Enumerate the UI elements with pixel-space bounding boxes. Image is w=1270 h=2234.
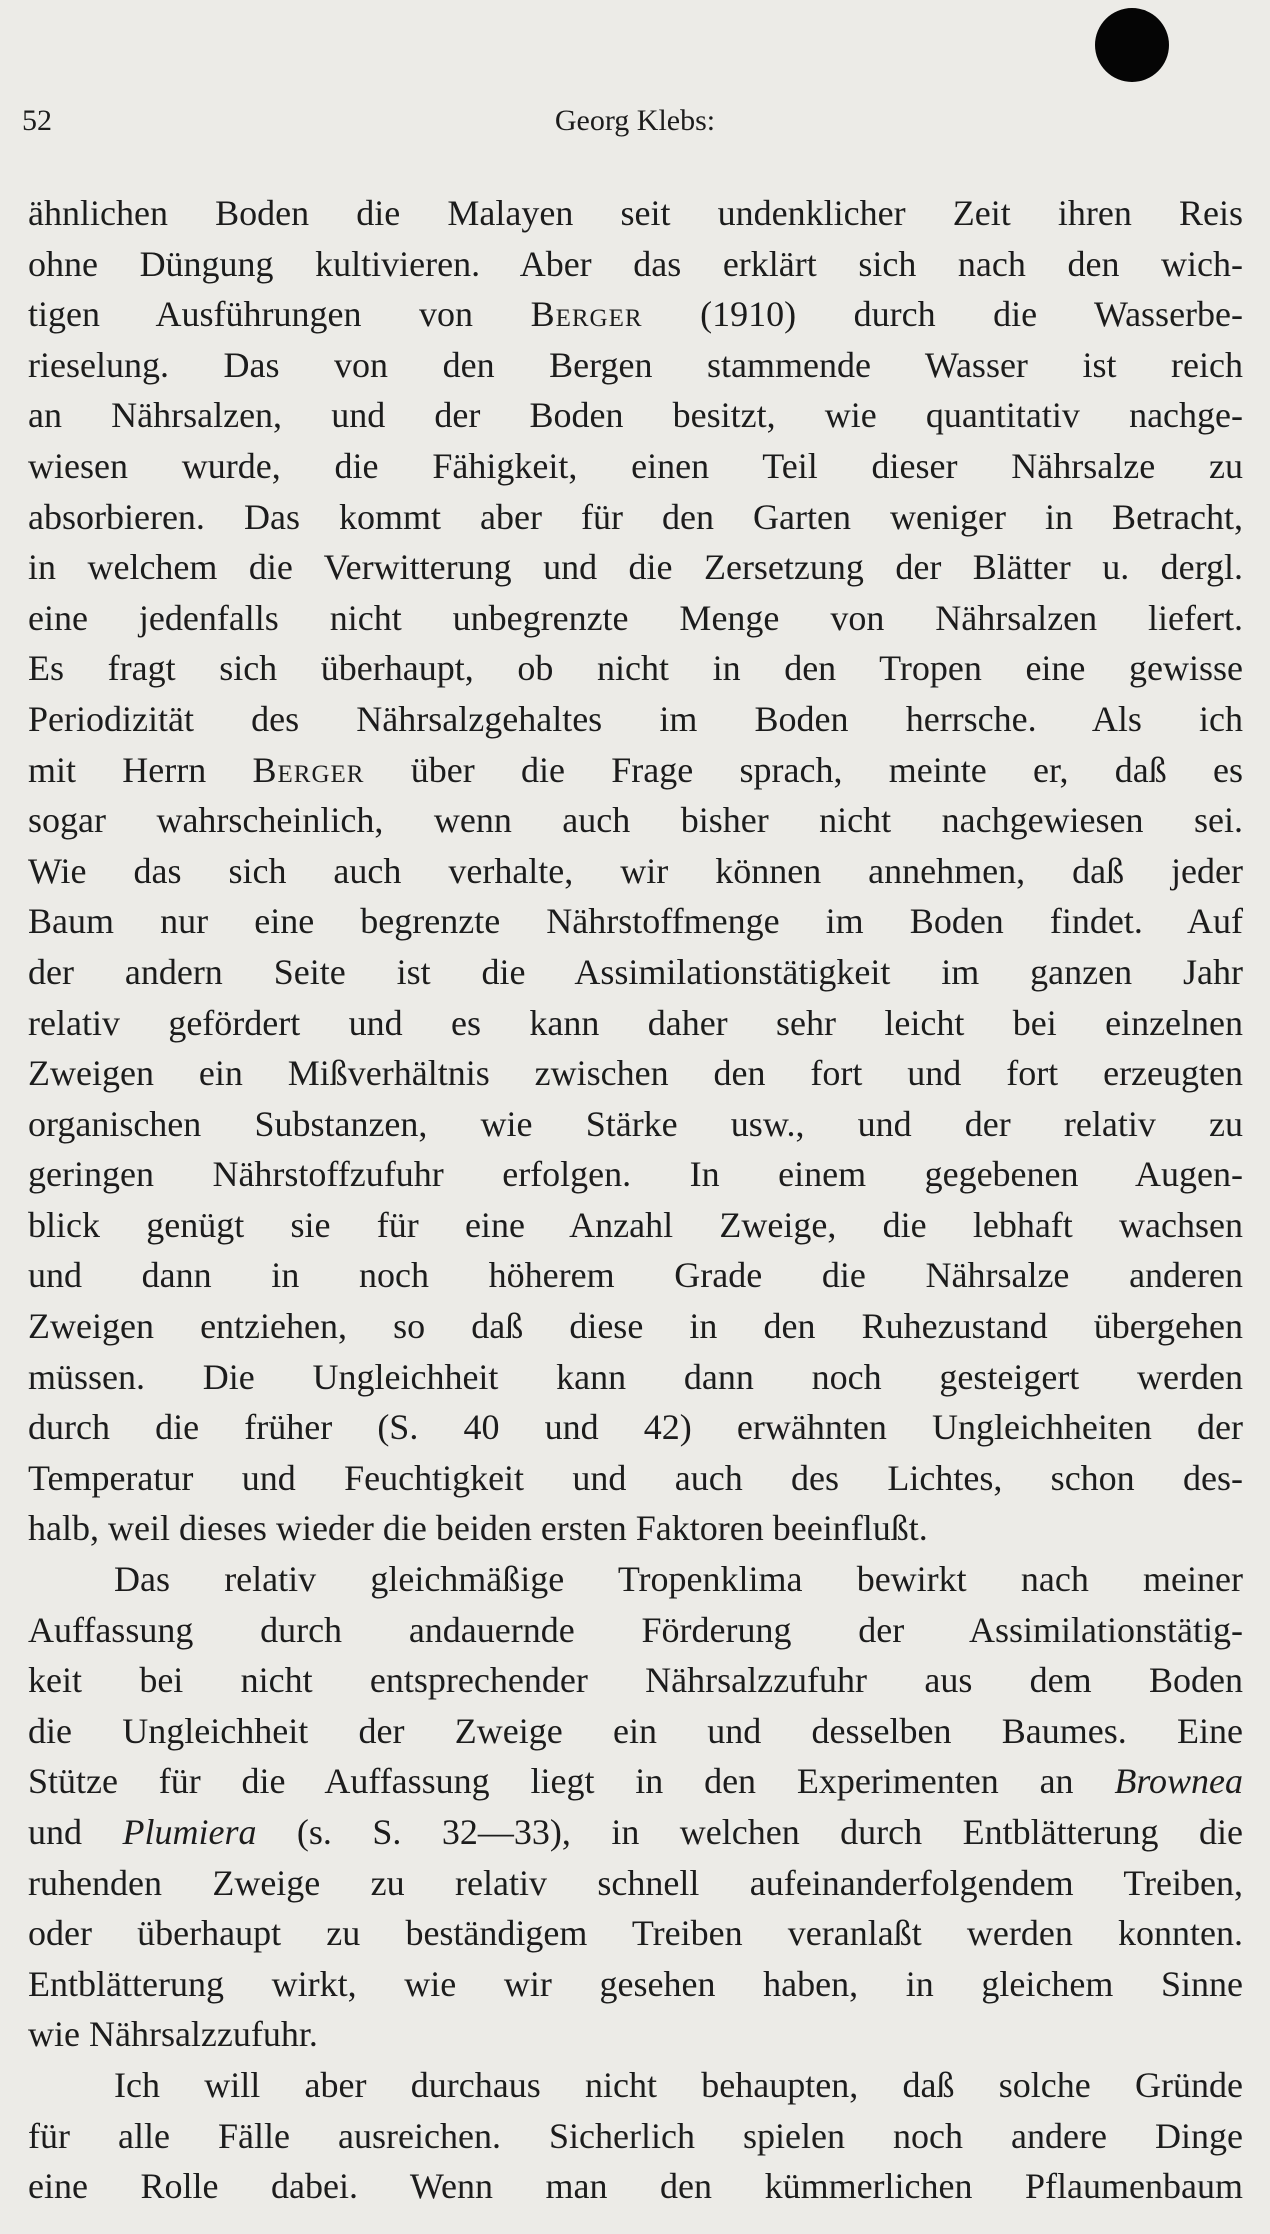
text-line: und dann in noch höherem Grade die Nährsalze anderen: [28, 1255, 1243, 1296]
text-line: Zweigen entziehen, so daß diese in den Ruhezustand übergehen: [28, 1306, 1243, 1347]
text-line: ähnlichen Boden die Malayen seit undenklicher Zeit ihren Reis: [28, 193, 1243, 233]
text-line: halb, weil dieses wieder die beiden ersten Faktoren beeinflußt.: [28, 1508, 928, 1549]
text-line: Ich will aber durchaus nicht behaupten, daß solche Gründe: [114, 2064, 1243, 2105]
text-line: Das relativ gleichmäßige Tropenklima bewirkt nach meiner: [114, 1559, 1243, 1600]
text-line: Temperatur und Feuchtigkeit und auch des Lichtes, schon des-: [28, 1457, 1243, 1498]
author-name: Berger: [530, 294, 643, 335]
text-segment: Stütze für die Auffassung liegt in den Experimenten an: [28, 1761, 1074, 1802]
text-line: Baum nur eine begrenzte Nährstoffmenge im Boden findet. Auf: [28, 901, 1243, 942]
text-line: Periodizität des Nährsalzgehaltes im Boden herrsche. Als ich: [28, 698, 1243, 739]
text-line: der andern Seite ist die Assimilationstätigkeit im ganzen Jahr: [28, 951, 1243, 992]
text-line: die Ungleichheit der Zweige ein und desselben Baumes. Eine: [28, 1710, 1243, 1751]
genus-name: Brownea: [1114, 1761, 1244, 1802]
text-line: durch die früher (S. 40 und 42) erwähnten Ungleichheiten der: [28, 1407, 1243, 1448]
text-line: [28, 1756, 1243, 1807]
text-line: [28, 745, 1243, 796]
text-segment: tigen Ausführungen von: [28, 294, 474, 335]
text-line: [28, 289, 1243, 340]
text-segment: (s. S. 32—33), in welchen durch Entblätterung die: [296, 1812, 1244, 1852]
text-line: geringen Nährstoffzufuhr erfolgen. In einem gegebenen Augen-: [28, 1154, 1243, 1195]
page-number: 52: [22, 104, 52, 137]
page-header: [22, 104, 1248, 148]
punch-hole: [1095, 8, 1169, 82]
text-line: rieselung. Das von den Bergen stammende Wasser ist reich: [28, 344, 1243, 385]
text-line: müssen. Die Ungleichheit kann dann noch gesteigert werden: [28, 1356, 1243, 1397]
text-line: Es fragt sich überhaupt, ob nicht in den Tropen eine gewisse: [28, 648, 1243, 689]
text-line: [28, 1807, 1243, 1858]
body-text: [28, 188, 1243, 2212]
text-line: absorbieren. Das kommt aber für den Garten weniger in Betracht,: [28, 496, 1243, 537]
text-line: Zweigen ein Mißverhältnis zwischen den fort und fort erzeugten: [28, 1053, 1243, 1094]
text-line: ruhenden Zweige zu relativ schnell aufeinanderfolgendem Treiben,: [28, 1862, 1243, 1903]
text-line: oder überhaupt zu beständigem Treiben veranlaßt werden konnten.: [28, 1913, 1243, 1954]
text-line: für alle Fälle ausreichen. Sicherlich spielen noch andere Dinge: [28, 2115, 1243, 2156]
text-line: wie Nährsalzzufuhr.: [28, 2014, 318, 2055]
text-line: Wie das sich auch verhalte, wir können annehmen, daß jeder: [28, 850, 1243, 891]
author-name: Berger: [252, 749, 365, 790]
text-line: blick genügt sie für eine Anzahl Zweige, die lebhaft wachsen: [28, 1204, 1243, 1245]
text-line: keit bei nicht entsprechender Nährsalzzufuhr aus dem Boden: [28, 1660, 1243, 1701]
text-line: Auffassung durch andauernde Förderung der Assimilationstätig-: [28, 1609, 1243, 1650]
text-line: ohne Düngung kultivieren. Aber das erklärt sich nach den wich-: [28, 243, 1243, 284]
text-line: wiesen wurde, die Fähigkeit, einen Teil dieser Nährsalze zu: [28, 445, 1243, 486]
text-line: eine Rolle dabei. Wenn man den kümmerlichen Pflaumenbaum: [28, 2166, 1243, 2207]
text-line: relativ gefördert und es kann daher sehr leicht bei einzelnen: [28, 1002, 1243, 1043]
running-title: Georg Klebs:: [554, 104, 716, 137]
text-segment: und: [28, 1812, 82, 1852]
text-line: an Nährsalzen, und der Boden besitzt, wie quantitativ nachge-: [28, 395, 1243, 436]
text-segment: über die Frage sprach, meinte er, daß es: [410, 749, 1244, 790]
text-line: in welchem die Verwitterung und die Zersetzung der Blätter u. dergl.: [28, 547, 1243, 588]
text-line: organischen Substanzen, wie Stärke usw., und der relativ zu: [28, 1103, 1243, 1144]
text-segment: mit Herrn: [28, 749, 207, 790]
text-line: sogar wahrscheinlich, wenn auch bisher nicht nachgewiesen sei.: [28, 800, 1243, 841]
text-line: Entblätterung wirkt, wie wir gesehen haben, in gleichem Sinne: [28, 1963, 1243, 2004]
text-line: eine jedenfalls nicht unbegrenzte Menge von Nährsalzen liefert.: [28, 597, 1243, 638]
genus-name: Plumiera: [122, 1812, 257, 1852]
text-segment: (1910) durch die Wasserbe-: [700, 294, 1244, 335]
